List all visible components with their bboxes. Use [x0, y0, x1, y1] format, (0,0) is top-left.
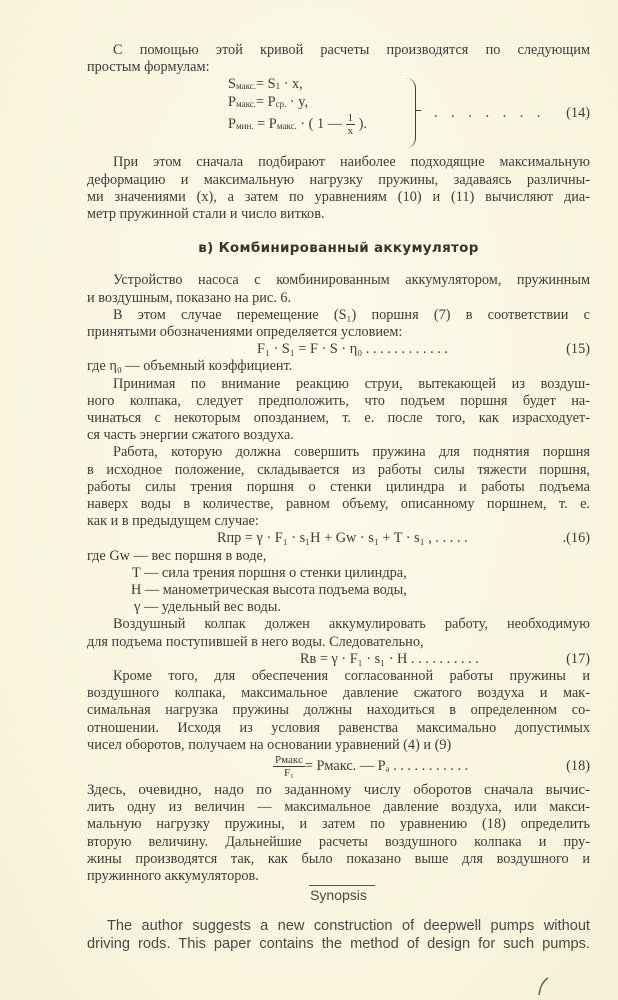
text-line: деформацию и максимальную нагрузку пружины, задаваясь различны- [87, 171, 590, 188]
text-line: пружинного аккумуляторов. [87, 868, 259, 885]
text-line: Кроме того, для обеспечения согласованной работы пружины и [113, 668, 590, 685]
equation-body: Rв = γ · F₁ · s₁ · H . . . . . . . . . . [300, 650, 479, 667]
paragraph-work [87, 444, 590, 530]
numerator: 1 [347, 112, 354, 125]
subscript: 1 [275, 81, 281, 92]
formula-18 [87, 754, 590, 780]
subscript: макс. [235, 99, 256, 110]
right-brace-tip [415, 110, 421, 111]
symbol: S [228, 76, 236, 93]
text-line: воздушного колпака, максимальное давление сжатого воздуха и мак- [87, 685, 590, 702]
end-rule-divider [309, 885, 375, 886]
denominator: F₁ [283, 767, 294, 780]
text-line: симальная нагрузка пружины должны находиться в определенном со- [87, 702, 590, 719]
subscript: ср. [275, 99, 287, 110]
equation-body: F₁ · S₁ = F · S · η₀ . . . . . . . . . . . . [257, 341, 448, 358]
symbol: = S [255, 76, 276, 93]
symbol: P [228, 94, 236, 111]
paragraph-evident [87, 782, 590, 885]
text-line: вторую величину. Дальнейшие расчеты воздушного колпака и пру- [87, 833, 590, 850]
paragraph-aircap [87, 616, 590, 650]
formula-14-line-2 [228, 94, 308, 113]
fraction [346, 112, 356, 137]
text-line: мальную нагрузку пружины, и затем по уравнению (18) определить [87, 816, 590, 833]
text-line: Работа, которую должна совершить пружина для поднятия поршня [113, 444, 590, 461]
leader-dots: . . . . . . . [434, 105, 546, 122]
symbol: P [228, 116, 236, 133]
formula-14 [87, 76, 590, 154]
equation-number: (17) [566, 650, 590, 667]
text-line: При этом сначала подбирают наиболее подходящие максимальную [113, 154, 590, 171]
text-line: ного колпака, следует предположить, что подъем поршня будет на- [87, 392, 590, 409]
equation-number: (14) [566, 105, 590, 122]
right-brace [405, 78, 416, 148]
equation-number: (15) [566, 341, 590, 358]
definition: H — манометрическая высота подъема воды, [131, 582, 407, 599]
text-line: driving rods. This paper contains the method of design for such pumps. [87, 936, 590, 953]
definition: где Gw — вес поршня в воде, [87, 547, 267, 564]
symbol: · y, [286, 94, 309, 111]
synopsis-title: Synopsis [310, 887, 367, 904]
text-line: Воздушный колпак должен аккумулировать работу, необходимую [113, 616, 590, 633]
formula-15 [87, 341, 590, 358]
equation-number: .(16) [562, 530, 590, 547]
text-line: ся часть энергии сжатого воздуха. [87, 427, 294, 444]
intro-line-1: С помощью этой кривой расчеты производятся по следующим [113, 42, 590, 58]
text-line: жины производятся так, как было показано выше для воздушного и [87, 850, 590, 867]
equation-body: Rпр = γ · F₁ · s₁H + Gw · s₁ + T · s₁ , . . . . . [217, 530, 468, 547]
paragraph-device [87, 272, 590, 306]
text-line: для подъема поступившей в него воды. Следовательно, [87, 633, 424, 650]
text-line: работы силы трения поршня о стенки цилиндра и работы подъема [87, 478, 590, 495]
text-line: чинаться с некоторым опозданием, т. е. после того, как израсходует- [87, 410, 590, 427]
text-line: как и в предыдущем случае: [87, 513, 259, 530]
formula-16 [87, 530, 590, 547]
subscript: макс. [235, 81, 256, 92]
denominator: x [347, 125, 354, 138]
text-line: и воздушным, показано на рис. 6. [87, 289, 292, 306]
equation-rhs: = Pмакс. — Pₐ . . . . . . . . . . . [304, 757, 469, 774]
symbol: = P [255, 94, 276, 111]
text-line: Здесь, очевидно, надо по заданному числу оборотов сначала вычис- [87, 782, 590, 799]
subscript: макс. [276, 121, 297, 132]
text-line: чисел оборотов, получаем на основании уравнений (4) и (9) [87, 736, 452, 753]
formula-14-line-1 [228, 76, 303, 95]
text-line: метр пружинной стали и число витков. [87, 206, 325, 223]
text-line: наверх воды в количестве, равном объему, описанному поршнем, т. е. [87, 496, 590, 513]
symbol: = P [253, 116, 277, 133]
definition: γ — удельный вес воды. [134, 599, 281, 616]
text-line: В этом случае перемещение (S₁) поршня (7) в соответствии с [113, 306, 590, 323]
section-heading: в) Комбинированный аккумулятор [198, 240, 479, 257]
text-line: The author suggests a new construction of deepwell pumps without [107, 918, 590, 935]
intro-line-2: простым формулам: [87, 59, 210, 76]
symbol: · x, [280, 76, 303, 93]
formula-14-line-3 [228, 112, 367, 137]
text-line: Устройство насоса с комбинированным аккумулятором, пружинным [113, 272, 590, 289]
paragraph-reaction [87, 376, 590, 445]
definitions-list [87, 548, 590, 617]
symbol: · ( 1 — [296, 116, 346, 133]
equation-number: (18) [566, 758, 590, 775]
paragraph-selection [87, 154, 590, 223]
subscript: мин. [235, 121, 254, 132]
text-line: Принимая по внимание реакцию струи, вытекающей из воздуш- [113, 375, 590, 392]
text-line: принятыми обозначениями определяется условием: [87, 324, 403, 341]
fraction [273, 754, 305, 779]
text-line: ми значениями (x), а затем по уравнениям (10) и (11) вычисляют диа- [87, 188, 590, 205]
where-eta: где η₀ — объемный коэффициент. [87, 358, 293, 375]
text-line: в исходное положение, складывается из работы силы тяжести поршня, [87, 461, 590, 478]
text-line: лить одну из величин — максимальное давление воздуха, или макси- [87, 799, 590, 816]
paragraph-displacement [87, 307, 590, 341]
numerator: Pмакс [275, 754, 303, 767]
equation-body [273, 754, 468, 779]
synopsis-text [87, 917, 590, 953]
text-column [87, 42, 590, 953]
formula-17 [87, 651, 590, 668]
symbol: ). [355, 116, 367, 133]
text-line: отношении. Исходя из условия равенства максимально допустимых [87, 719, 590, 736]
paragraph-coordination [87, 668, 590, 754]
definition: T — сила трения поршня о стенки цилиндра, [132, 564, 407, 581]
handwritten-mark-icon [537, 976, 549, 996]
